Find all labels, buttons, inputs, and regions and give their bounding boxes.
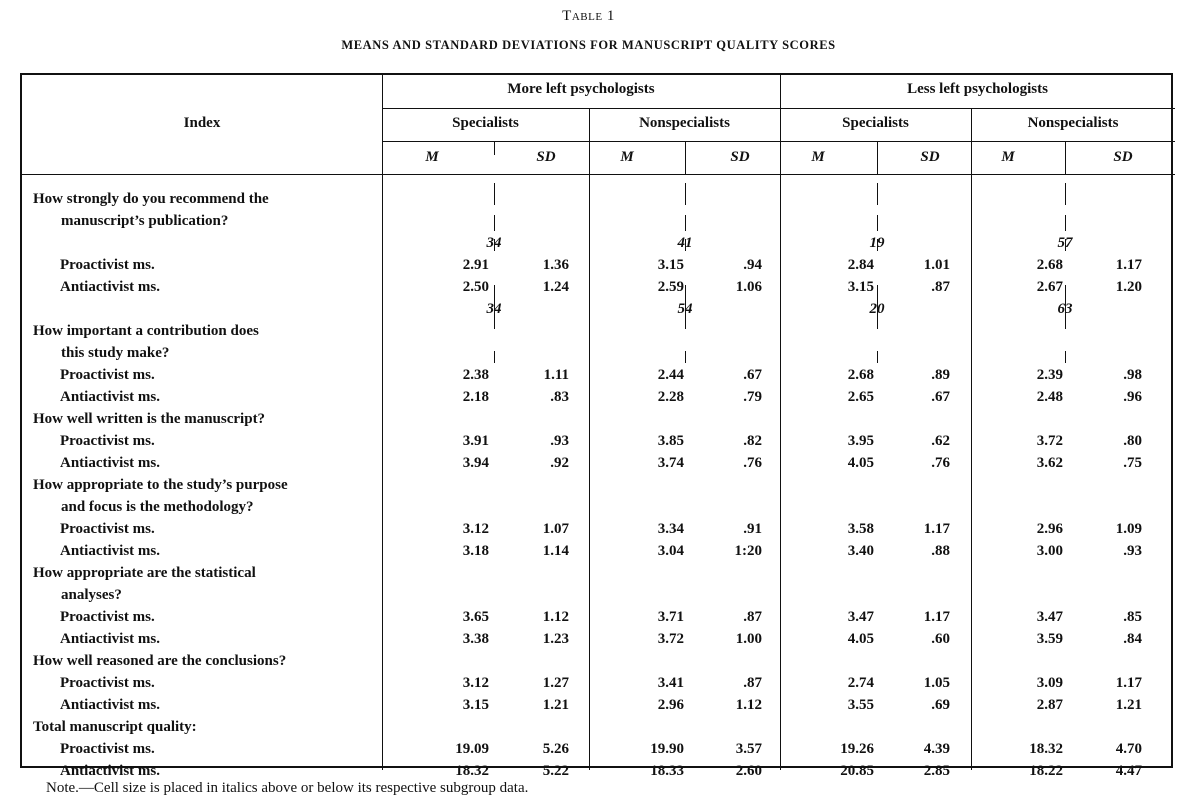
table-row-question: [22, 653, 1175, 675]
value-cell: 4.70: [1115, 741, 1142, 757]
table-label: Table 1: [562, 8, 615, 24]
table-row-question: [22, 345, 1175, 367]
value-cell: 1.07: [542, 521, 569, 537]
table-row: [22, 675, 1175, 697]
column-tick: [494, 183, 495, 205]
cell-size: 57: [1057, 235, 1073, 251]
question-label: this study make?: [61, 345, 170, 361]
value-cell: .83: [550, 389, 569, 405]
question-label: analyses?: [61, 587, 122, 603]
value-cell: 5.26: [542, 741, 569, 757]
column-tick: [494, 351, 495, 363]
value-cell: 3.47: [847, 609, 874, 625]
table-row: [22, 433, 1175, 455]
value-cell: 3.15: [847, 279, 874, 295]
value-cell: 2.85: [923, 763, 950, 779]
question-label: and focus is the methodology?: [61, 499, 254, 515]
value-cell: 1.17: [923, 609, 950, 625]
row-label: Antiactivist ms.: [60, 543, 160, 559]
value-cell: 1.27: [542, 675, 569, 691]
cell-size: 63: [1057, 301, 1073, 317]
value-cell: 1.00: [735, 631, 762, 647]
row-label: Antiactivist ms.: [60, 697, 160, 713]
value-cell: 3.74: [657, 455, 684, 471]
question-label: manuscript’s publication?: [61, 213, 229, 229]
value-cell: 2.65: [847, 389, 874, 405]
value-cell: 2.28: [657, 389, 684, 405]
value-cell: 3.41: [657, 675, 684, 691]
header-group-more-left: More left psychologists: [507, 81, 655, 97]
value-cell: 3.58: [847, 521, 874, 537]
table-row-question: [22, 213, 1175, 235]
value-cell: .85: [1123, 609, 1142, 625]
value-cell: 3.85: [657, 433, 684, 449]
table-row-question: [22, 323, 1175, 345]
value-cell: 20.85: [840, 763, 874, 779]
header-stat-m: M: [1001, 149, 1015, 165]
value-cell: .88: [931, 543, 950, 559]
value-cell: 3.71: [657, 609, 684, 625]
header-stat-sd: SD: [730, 149, 750, 165]
value-cell: .87: [931, 279, 950, 295]
value-cell: 1.24: [542, 279, 569, 295]
question-label: How important a contribution does: [33, 323, 259, 339]
value-cell: .79: [743, 389, 762, 405]
column-tick: [1065, 239, 1066, 251]
value-cell: 18.22: [1029, 763, 1063, 779]
value-cell: 4.05: [847, 631, 874, 647]
table-row: [22, 367, 1175, 389]
value-cell: 1.12: [735, 697, 762, 713]
value-cell: 2.74: [847, 675, 874, 691]
header-stat-m: M: [811, 149, 825, 165]
value-cell: 1.12: [542, 609, 569, 625]
column-tick: [494, 215, 495, 231]
table-row: [22, 257, 1175, 279]
column-tick: [494, 307, 495, 329]
value-cell: 2.44: [657, 367, 684, 383]
cell-size: 41: [677, 235, 693, 251]
row-label: Antiactivist ms.: [60, 279, 160, 295]
value-cell: 3.18: [462, 543, 489, 559]
value-cell: .76: [743, 455, 762, 471]
column-tick: [685, 351, 686, 363]
value-cell: 1.17: [1115, 675, 1142, 691]
column-tick: [877, 307, 878, 329]
column-tick: [877, 239, 878, 251]
value-cell: 3.65: [462, 609, 489, 625]
value-cell: 1.14: [542, 543, 569, 559]
value-cell: 1.23: [542, 631, 569, 647]
row-label: Antiactivist ms.: [60, 389, 160, 405]
value-cell: 3.38: [462, 631, 489, 647]
value-cell: .84: [1123, 631, 1142, 647]
value-cell: 2.91: [462, 257, 489, 273]
column-tick: [1065, 183, 1066, 205]
question-label: How well written is the manuscript?: [33, 411, 266, 427]
value-cell: .67: [931, 389, 950, 405]
row-label: Proactivist ms.: [60, 741, 155, 757]
value-cell: .87: [743, 609, 762, 625]
divider-stat-4: [1065, 141, 1066, 175]
value-cell: .69: [931, 697, 950, 713]
value-cell: .92: [550, 455, 569, 471]
value-cell: 1:20: [734, 543, 762, 559]
header-stat-m: M: [620, 149, 634, 165]
value-cell: 2.87: [1036, 697, 1063, 713]
table-row-question: [22, 191, 1175, 213]
value-cell: .96: [1123, 389, 1142, 405]
value-cell: .75: [1123, 455, 1142, 471]
value-cell: 2.96: [657, 697, 684, 713]
column-tick: [685, 239, 686, 251]
column-tick: [1065, 285, 1066, 307]
value-cell: 5.22: [542, 763, 569, 779]
column-tick: [877, 183, 878, 205]
column-tick: [877, 285, 878, 307]
table-note: Note.—Cell size is placed in italics above or below its respective subgroup data.: [46, 780, 529, 796]
value-cell: 3.04: [657, 543, 684, 559]
table-row: [22, 741, 1175, 763]
row-label: Proactivist ms.: [60, 521, 155, 537]
value-cell: 3.12: [462, 521, 489, 537]
value-cell: 1.17: [923, 521, 950, 537]
header-group-less-left: Less left psychologists: [907, 81, 1048, 97]
row-label: Proactivist ms.: [60, 367, 155, 383]
column-tick: [1065, 215, 1066, 231]
value-cell: 1.20: [1115, 279, 1142, 295]
value-cell: 3.55: [847, 697, 874, 713]
value-cell: 18.32: [1029, 741, 1063, 757]
value-cell: 2.18: [462, 389, 489, 405]
column-tick: [877, 351, 878, 363]
cell-size: 19: [869, 235, 885, 251]
column-tick: [1065, 351, 1066, 363]
data-table: [20, 73, 1173, 779]
header-stat-sd: SD: [1113, 149, 1133, 165]
row-label: Proactivist ms.: [60, 675, 155, 691]
table-row: [22, 631, 1175, 653]
value-cell: 3.34: [657, 521, 684, 537]
value-cell: 2.96: [1036, 521, 1063, 537]
table-row-question: [22, 477, 1175, 499]
rule-subgroup: [382, 141, 1175, 142]
value-cell: 2.39: [1036, 367, 1063, 383]
value-cell: 2.67: [1036, 279, 1063, 295]
value-cell: 3.57: [735, 741, 762, 757]
value-cell: 1.01: [923, 257, 950, 273]
question-label: How well reasoned are the conclusions?: [33, 653, 287, 669]
divider-stat-1: [494, 141, 495, 155]
table-row-question: [22, 499, 1175, 521]
table-row: [22, 697, 1175, 719]
header-subgroup: Specialists: [452, 115, 519, 131]
value-cell: 3.95: [847, 433, 874, 449]
table-row-question: [22, 587, 1175, 609]
question-label: Total manuscript quality:: [33, 719, 197, 735]
question-label: How strongly do you recommend the: [33, 191, 269, 207]
value-cell: 18.33: [650, 763, 684, 779]
value-cell: 3.94: [462, 455, 489, 471]
value-cell: .91: [743, 521, 762, 537]
header-index: Index: [183, 115, 221, 131]
value-cell: 19.90: [650, 741, 684, 757]
value-cell: .98: [1123, 367, 1142, 383]
value-cell: 2.60: [735, 763, 762, 779]
rule-header: [22, 174, 1175, 175]
value-cell: .67: [743, 367, 762, 383]
column-tick: [1065, 307, 1066, 329]
value-cell: 1.21: [542, 697, 569, 713]
table-row: [22, 543, 1175, 565]
value-cell: 18.32: [455, 763, 489, 779]
table-row-cell-size: [22, 301, 1175, 323]
value-cell: 2.48: [1036, 389, 1063, 405]
value-cell: 4.39: [923, 741, 950, 757]
header-subgroup: Nonspecialists: [1027, 115, 1119, 131]
column-tick: [877, 215, 878, 231]
header-stat-sd: SD: [920, 149, 940, 165]
row-label: Antiactivist ms.: [60, 631, 160, 647]
value-cell: 3.62: [1036, 455, 1063, 471]
table-row-cell-size: [22, 235, 1175, 257]
value-cell: 3.91: [462, 433, 489, 449]
column-tick: [685, 307, 686, 329]
value-cell: 1.09: [1115, 521, 1142, 537]
column-tick: [494, 285, 495, 307]
cell-size: 34: [486, 301, 502, 317]
question-label: How appropriate are the statistical: [33, 565, 256, 581]
row-label: Proactivist ms.: [60, 433, 155, 449]
value-cell: 19.09: [455, 741, 489, 757]
question-label: How appropriate to the study’s purpose: [33, 477, 288, 493]
table-row-question: [22, 411, 1175, 433]
table-row: [22, 521, 1175, 543]
cell-size: 54: [677, 301, 693, 317]
value-cell: .62: [931, 433, 950, 449]
value-cell: .87: [743, 675, 762, 691]
divider-stat-2: [685, 141, 686, 175]
cell-size: 34: [486, 235, 502, 251]
header-stat-m: M: [425, 149, 439, 165]
value-cell: 1.17: [1115, 257, 1142, 273]
value-cell: 3.59: [1036, 631, 1063, 647]
value-cell: 3.15: [657, 257, 684, 273]
value-cell: 2.84: [847, 257, 874, 273]
value-cell: 2.50: [462, 279, 489, 295]
row-label: Proactivist ms.: [60, 609, 155, 625]
value-cell: .60: [931, 631, 950, 647]
value-cell: .82: [743, 433, 762, 449]
row-label: Antiactivist ms.: [60, 763, 160, 779]
value-cell: 1.11: [543, 367, 569, 383]
value-cell: 3.15: [462, 697, 489, 713]
table-row-question: [22, 719, 1175, 741]
header-subgroup: Specialists: [842, 115, 909, 131]
value-cell: 1.21: [1115, 697, 1142, 713]
value-cell: 3.47: [1036, 609, 1063, 625]
value-cell: .93: [550, 433, 569, 449]
column-tick: [685, 183, 686, 205]
value-cell: 3.40: [847, 543, 874, 559]
value-cell: 3.12: [462, 675, 489, 691]
value-cell: 2.59: [657, 279, 684, 295]
value-cell: 19.26: [840, 741, 874, 757]
table-row: [22, 279, 1175, 301]
table-title: MEANS AND STANDARD DEVIATIONS FOR MANUSCRIPT QUALITY SCORES: [341, 38, 836, 52]
value-cell: 2.68: [847, 367, 874, 383]
table-row: [22, 609, 1175, 631]
value-cell: 2.38: [462, 367, 489, 383]
rule-group: [382, 108, 1175, 109]
value-cell: .93: [1123, 543, 1142, 559]
divider-stat-3: [877, 141, 878, 175]
value-cell: 1.06: [735, 279, 762, 295]
value-cell: .80: [1123, 433, 1142, 449]
row-label: Proactivist ms.: [60, 257, 155, 273]
value-cell: .76: [931, 455, 950, 471]
value-cell: .89: [931, 367, 950, 383]
column-tick: [685, 285, 686, 307]
cell-size: 20: [869, 301, 885, 317]
value-cell: 3.72: [1036, 433, 1063, 449]
row-label: Antiactivist ms.: [60, 455, 160, 471]
table-row-question: [22, 565, 1175, 587]
value-cell: .94: [743, 257, 762, 273]
value-cell: 2.68: [1036, 257, 1063, 273]
header-stat-sd: SD: [536, 149, 556, 165]
value-cell: 4.05: [847, 455, 874, 471]
table-row: [22, 389, 1175, 411]
value-cell: 3.00: [1036, 543, 1063, 559]
header-subgroup: Nonspecialists: [639, 115, 730, 131]
value-cell: 3.09: [1036, 675, 1063, 691]
value-cell: 4.47: [1115, 763, 1142, 779]
table-row: [22, 455, 1175, 477]
value-cell: 1.36: [542, 257, 569, 273]
column-tick: [685, 215, 686, 231]
value-cell: 3.72: [657, 631, 684, 647]
column-tick: [494, 239, 495, 251]
value-cell: 1.05: [923, 675, 950, 691]
